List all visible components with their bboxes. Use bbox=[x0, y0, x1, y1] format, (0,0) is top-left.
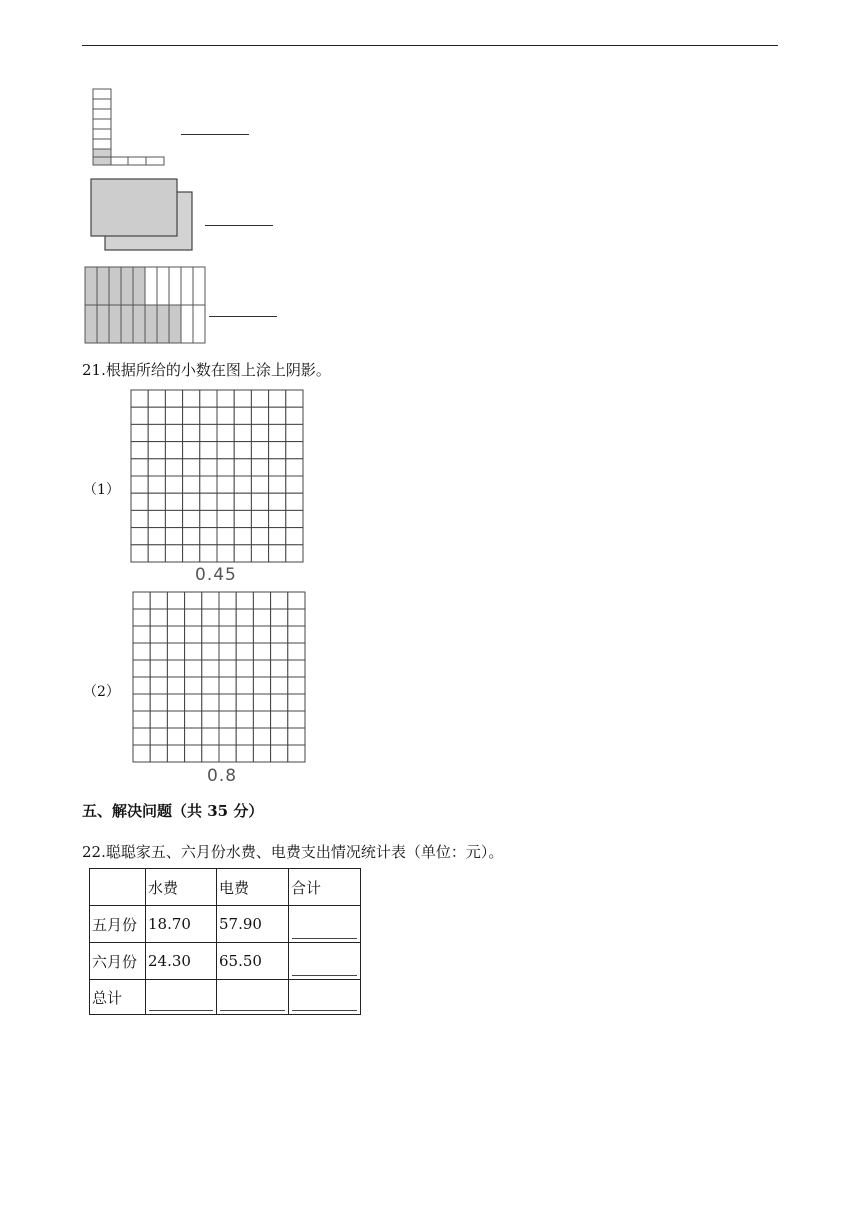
grid-cell[interactable] bbox=[185, 711, 202, 728]
overlapping-squares-svg bbox=[89, 177, 195, 253]
grid-cell[interactable] bbox=[202, 660, 219, 677]
table-answer-cell[interactable] bbox=[217, 980, 289, 1015]
grid-cell[interactable] bbox=[200, 407, 217, 424]
grid-cell[interactable] bbox=[288, 643, 305, 660]
grid-cell[interactable] bbox=[236, 609, 253, 626]
answer-blank[interactable] bbox=[292, 1010, 357, 1011]
grid-cell[interactable] bbox=[183, 424, 200, 441]
grid-cell[interactable] bbox=[217, 493, 234, 510]
grid-cell[interactable] bbox=[167, 592, 184, 609]
strip-cell bbox=[193, 267, 205, 305]
grid-cell[interactable] bbox=[148, 510, 165, 527]
grid-1-caption: 0.45 bbox=[195, 565, 237, 585]
grid-cell[interactable] bbox=[234, 459, 251, 476]
grid-cell[interactable] bbox=[133, 711, 150, 728]
grid-cell[interactable] bbox=[183, 528, 200, 545]
grid-cell[interactable] bbox=[165, 528, 182, 545]
table-cell: 总计 bbox=[90, 980, 146, 1015]
grid-cell[interactable] bbox=[185, 626, 202, 643]
grid-cell[interactable] bbox=[271, 694, 288, 711]
grid-cell[interactable] bbox=[131, 528, 148, 545]
grid-cell[interactable] bbox=[133, 728, 150, 745]
grid-cell[interactable] bbox=[219, 660, 236, 677]
grid-cell[interactable] bbox=[253, 728, 270, 745]
grid-cell[interactable] bbox=[202, 745, 219, 762]
grid-cell[interactable] bbox=[148, 407, 165, 424]
grid-cell[interactable] bbox=[150, 728, 167, 745]
grid-cell[interactable] bbox=[253, 745, 270, 762]
grid-cell[interactable] bbox=[251, 476, 268, 493]
grid-cell[interactable] bbox=[251, 545, 268, 562]
grid-cell[interactable] bbox=[269, 493, 286, 510]
grid-cell[interactable] bbox=[217, 528, 234, 545]
table-row bbox=[90, 906, 361, 943]
strip-cell bbox=[169, 305, 181, 343]
table-header-cell: 水费 bbox=[146, 869, 217, 906]
grid-cell[interactable] bbox=[150, 592, 167, 609]
grid-cell[interactable] bbox=[217, 510, 234, 527]
grid-cell[interactable] bbox=[286, 424, 303, 441]
grid-cell[interactable] bbox=[150, 660, 167, 677]
hundred-grid-1[interactable] bbox=[130, 389, 304, 563]
grid-cell[interactable] bbox=[165, 510, 182, 527]
grid-cell[interactable] bbox=[236, 677, 253, 694]
grid-cell[interactable] bbox=[219, 694, 236, 711]
grid-cell[interactable] bbox=[236, 643, 253, 660]
strip-cell bbox=[145, 305, 157, 343]
strip-cell bbox=[181, 305, 193, 343]
grid-cell[interactable] bbox=[219, 745, 236, 762]
grid-cell[interactable] bbox=[288, 745, 305, 762]
grid-cell[interactable] bbox=[150, 745, 167, 762]
grid-cell[interactable] bbox=[253, 626, 270, 643]
grid-cell[interactable] bbox=[253, 694, 270, 711]
grid-cell[interactable] bbox=[286, 476, 303, 493]
grid-cell[interactable] bbox=[251, 510, 268, 527]
grid-cell[interactable] bbox=[183, 476, 200, 493]
table-row bbox=[90, 980, 361, 1015]
table-cell: 六月份 bbox=[90, 943, 146, 980]
grid-cell[interactable] bbox=[131, 493, 148, 510]
grid-cell[interactable] bbox=[234, 476, 251, 493]
grid-cell[interactable] bbox=[150, 711, 167, 728]
grid-cell[interactable] bbox=[236, 711, 253, 728]
grid-cell[interactable] bbox=[251, 493, 268, 510]
grid-cell[interactable] bbox=[286, 510, 303, 527]
grid-cell[interactable] bbox=[253, 677, 270, 694]
grid-cell[interactable] bbox=[251, 442, 268, 459]
grid-cell[interactable] bbox=[251, 407, 268, 424]
grid-cell[interactable] bbox=[288, 660, 305, 677]
grid-cell[interactable] bbox=[200, 442, 217, 459]
grid-cell[interactable] bbox=[165, 493, 182, 510]
grid-cell[interactable] bbox=[165, 390, 182, 407]
grid-cell[interactable] bbox=[236, 745, 253, 762]
grid-cell[interactable] bbox=[131, 424, 148, 441]
grid-cell[interactable] bbox=[202, 609, 219, 626]
two-strips-svg bbox=[84, 266, 210, 346]
grid-cell[interactable] bbox=[288, 694, 305, 711]
grid-cell[interactable] bbox=[131, 459, 148, 476]
grid-cell[interactable] bbox=[200, 545, 217, 562]
grid-cell[interactable] bbox=[165, 442, 182, 459]
grid-1-label: （1） bbox=[83, 482, 120, 498]
grid-cell[interactable] bbox=[253, 592, 270, 609]
grid-cell[interactable] bbox=[150, 626, 167, 643]
grid-cell[interactable] bbox=[200, 424, 217, 441]
table-header-cell: 合计 bbox=[289, 869, 361, 906]
hundred-grid-2[interactable] bbox=[132, 591, 306, 763]
table-answer-cell[interactable] bbox=[146, 980, 217, 1015]
strip-cell bbox=[109, 267, 121, 305]
grid-cell[interactable] bbox=[269, 476, 286, 493]
grid-cell[interactable] bbox=[217, 442, 234, 459]
strip-cell bbox=[85, 267, 97, 305]
grid-cell[interactable] bbox=[148, 459, 165, 476]
grid-2-caption: 0.8 bbox=[207, 766, 238, 786]
grid-cell[interactable] bbox=[288, 728, 305, 745]
grid-cell[interactable] bbox=[269, 545, 286, 562]
grid-cell[interactable] bbox=[271, 660, 288, 677]
grid-cell[interactable] bbox=[150, 694, 167, 711]
grid-cell[interactable] bbox=[269, 424, 286, 441]
grid-cell[interactable] bbox=[133, 745, 150, 762]
strip-cell bbox=[121, 267, 133, 305]
strip-cell bbox=[97, 305, 109, 343]
grid-cell[interactable] bbox=[200, 510, 217, 527]
grid-cell[interactable] bbox=[183, 407, 200, 424]
grid-cell[interactable] bbox=[133, 592, 150, 609]
grid-cell[interactable] bbox=[219, 677, 236, 694]
grid-cell[interactable] bbox=[219, 592, 236, 609]
grid-cell[interactable] bbox=[217, 476, 234, 493]
grid-cell[interactable] bbox=[271, 745, 288, 762]
l-shape-figure bbox=[90, 88, 170, 168]
strip-cell bbox=[145, 267, 157, 305]
grid-cell[interactable] bbox=[183, 545, 200, 562]
grid-cell[interactable] bbox=[165, 424, 182, 441]
grid-cell[interactable] bbox=[200, 476, 217, 493]
grid-cell[interactable] bbox=[219, 643, 236, 660]
grid-cell[interactable] bbox=[167, 745, 184, 762]
table-cell: 57.90 bbox=[217, 906, 289, 943]
grid-cell[interactable] bbox=[185, 728, 202, 745]
grid-cell[interactable] bbox=[202, 694, 219, 711]
l-shape-svg bbox=[90, 88, 170, 168]
grid-cell[interactable] bbox=[236, 592, 253, 609]
grid-cell[interactable] bbox=[269, 528, 286, 545]
question-21-prompt: 21.根据所给的小数在图上涂上阴影。 bbox=[82, 361, 331, 379]
grid-cell[interactable] bbox=[148, 442, 165, 459]
grid-cell[interactable] bbox=[271, 728, 288, 745]
grid-cell[interactable] bbox=[131, 407, 148, 424]
grid-cell[interactable] bbox=[286, 390, 303, 407]
grid-cell[interactable] bbox=[148, 476, 165, 493]
grid-cell[interactable] bbox=[217, 459, 234, 476]
grid-cell[interactable] bbox=[183, 493, 200, 510]
answer-blank[interactable] bbox=[149, 1010, 213, 1011]
grid-cell[interactable] bbox=[234, 407, 251, 424]
grid-cell[interactable] bbox=[133, 609, 150, 626]
strip-cell bbox=[157, 305, 169, 343]
grid-cell[interactable] bbox=[202, 592, 219, 609]
grid-cell[interactable] bbox=[148, 424, 165, 441]
grid-cell[interactable] bbox=[236, 626, 253, 643]
hundred-grid-2-svg bbox=[132, 591, 306, 763]
answer-blank[interactable] bbox=[292, 975, 357, 976]
grid-cell[interactable] bbox=[253, 711, 270, 728]
table-cell: 24.30 bbox=[146, 943, 217, 980]
grid-cell[interactable] bbox=[219, 609, 236, 626]
grid-cell[interactable] bbox=[131, 510, 148, 527]
grid-cell[interactable] bbox=[286, 459, 303, 476]
grid-cell[interactable] bbox=[131, 545, 148, 562]
grid-cell[interactable] bbox=[253, 643, 270, 660]
grid-cell[interactable] bbox=[269, 442, 286, 459]
grid-cell[interactable] bbox=[271, 677, 288, 694]
grid-cell[interactable] bbox=[133, 660, 150, 677]
grid-cell[interactable] bbox=[251, 390, 268, 407]
grid-cell[interactable] bbox=[286, 493, 303, 510]
grid-cell[interactable] bbox=[236, 660, 253, 677]
grid-2-label: （2） bbox=[83, 684, 120, 700]
strip-cell bbox=[133, 305, 145, 343]
grid-cell[interactable] bbox=[148, 545, 165, 562]
table-cell: 18.70 bbox=[146, 906, 217, 943]
grid-cell[interactable] bbox=[217, 545, 234, 562]
answer-blank[interactable] bbox=[220, 1010, 285, 1011]
grid-cell[interactable] bbox=[219, 728, 236, 745]
table-answer-cell[interactable] bbox=[289, 943, 361, 980]
grid-cell[interactable] bbox=[165, 407, 182, 424]
expense-stats-table bbox=[89, 868, 361, 1015]
grid-cell[interactable] bbox=[288, 626, 305, 643]
grid-cell[interactable] bbox=[150, 643, 167, 660]
strip-cell bbox=[109, 305, 121, 343]
grid-cell[interactable] bbox=[217, 407, 234, 424]
grid-cell[interactable] bbox=[269, 510, 286, 527]
grid-cell[interactable] bbox=[165, 476, 182, 493]
section-5-title: 五、解决问题（共 35 分） bbox=[82, 802, 264, 820]
grid-cell[interactable] bbox=[183, 390, 200, 407]
strip-cell bbox=[157, 267, 169, 305]
grid-cell[interactable] bbox=[251, 528, 268, 545]
grid-cell[interactable] bbox=[234, 442, 251, 459]
grid-cell[interactable] bbox=[131, 390, 148, 407]
grid-cell[interactable] bbox=[183, 510, 200, 527]
table-header-cell bbox=[90, 869, 146, 906]
grid-cell[interactable] bbox=[217, 424, 234, 441]
grid-cell[interactable] bbox=[234, 510, 251, 527]
grid-cell[interactable] bbox=[286, 545, 303, 562]
header-rule bbox=[82, 45, 778, 46]
grid-cell[interactable] bbox=[202, 728, 219, 745]
grid-cell[interactable] bbox=[185, 677, 202, 694]
table-row bbox=[90, 943, 361, 980]
grid-cell[interactable] bbox=[150, 609, 167, 626]
grid-cell[interactable] bbox=[185, 745, 202, 762]
table-cell: 五月份 bbox=[90, 906, 146, 943]
answer-blank-3[interactable] bbox=[209, 316, 277, 317]
grid-cell[interactable] bbox=[288, 609, 305, 626]
grid-cell[interactable] bbox=[236, 728, 253, 745]
strip-cell bbox=[97, 267, 109, 305]
strip-cell bbox=[169, 267, 181, 305]
grid-cell[interactable] bbox=[269, 459, 286, 476]
grid-cell[interactable] bbox=[251, 459, 268, 476]
strip-cell bbox=[181, 267, 193, 305]
grid-cell[interactable] bbox=[217, 390, 234, 407]
strip-cell bbox=[193, 305, 205, 343]
grid-cell[interactable] bbox=[251, 424, 268, 441]
grid-cell[interactable] bbox=[271, 711, 288, 728]
question-22-prompt: 22.聪聪家五、六月份水费、电费支出情况统计表（单位：元）。 bbox=[82, 843, 504, 861]
grid-cell[interactable] bbox=[288, 592, 305, 609]
grid-cell[interactable] bbox=[253, 660, 270, 677]
grid-cell[interactable] bbox=[286, 407, 303, 424]
grid-cell[interactable] bbox=[150, 677, 167, 694]
grid-cell[interactable] bbox=[167, 643, 184, 660]
grid-cell[interactable] bbox=[202, 711, 219, 728]
grid-cell[interactable] bbox=[253, 609, 270, 626]
overlapping-squares-figure bbox=[89, 177, 195, 253]
grid-cell[interactable] bbox=[269, 390, 286, 407]
grid-cell[interactable] bbox=[131, 442, 148, 459]
grid-cell[interactable] bbox=[167, 626, 184, 643]
grid-cell[interactable] bbox=[185, 694, 202, 711]
strip-cell bbox=[121, 305, 133, 343]
grid-cell[interactable] bbox=[185, 643, 202, 660]
grid-cell[interactable] bbox=[185, 592, 202, 609]
grid-cell[interactable] bbox=[133, 694, 150, 711]
grid-cell[interactable] bbox=[148, 528, 165, 545]
grid-cell[interactable] bbox=[148, 493, 165, 510]
strip-cell bbox=[133, 267, 145, 305]
grid-cell[interactable] bbox=[202, 643, 219, 660]
table-header-cell: 电费 bbox=[217, 869, 289, 906]
table-answer-cell[interactable] bbox=[289, 906, 361, 943]
grid-cell[interactable] bbox=[271, 626, 288, 643]
grid-cell[interactable] bbox=[234, 493, 251, 510]
grid-cell[interactable] bbox=[183, 459, 200, 476]
grid-cell[interactable] bbox=[167, 677, 184, 694]
grid-cell[interactable] bbox=[133, 643, 150, 660]
answer-blank-1[interactable] bbox=[181, 134, 249, 135]
grid-cell[interactable] bbox=[288, 677, 305, 694]
grid-cell[interactable] bbox=[200, 528, 217, 545]
grid-cell[interactable] bbox=[234, 545, 251, 562]
grid-cell[interactable] bbox=[185, 660, 202, 677]
grid-cell[interactable] bbox=[234, 528, 251, 545]
table-cell: 65.50 bbox=[217, 943, 289, 980]
grid-cell[interactable] bbox=[288, 711, 305, 728]
grid-cell[interactable] bbox=[165, 545, 182, 562]
grid-cell[interactable] bbox=[200, 390, 217, 407]
grid-cell[interactable] bbox=[167, 609, 184, 626]
grid-cell[interactable] bbox=[167, 728, 184, 745]
grid-cell[interactable] bbox=[202, 677, 219, 694]
grid-cell[interactable] bbox=[286, 442, 303, 459]
hundred-grid-1-svg bbox=[130, 389, 304, 563]
table-answer-cell[interactable] bbox=[289, 980, 361, 1015]
grid-cell[interactable] bbox=[234, 390, 251, 407]
grid-cell[interactable] bbox=[219, 626, 236, 643]
two-strips-figure bbox=[84, 266, 210, 346]
grid-cell[interactable] bbox=[200, 459, 217, 476]
grid-cell[interactable] bbox=[185, 609, 202, 626]
grid-cell[interactable] bbox=[286, 528, 303, 545]
grid-cell[interactable] bbox=[165, 459, 182, 476]
grid-cell[interactable] bbox=[234, 424, 251, 441]
grid-cell[interactable] bbox=[131, 476, 148, 493]
grid-cell[interactable] bbox=[167, 711, 184, 728]
answer-blank[interactable] bbox=[292, 938, 357, 939]
grid-cell[interactable] bbox=[133, 677, 150, 694]
strip-cell bbox=[85, 305, 97, 343]
grid-cell[interactable] bbox=[269, 407, 286, 424]
grid-cell[interactable] bbox=[183, 442, 200, 459]
grid-cell[interactable] bbox=[271, 643, 288, 660]
answer-blank-2[interactable] bbox=[205, 225, 273, 226]
grid-cell[interactable] bbox=[236, 694, 253, 711]
table-header-row bbox=[90, 869, 361, 906]
grid-cell[interactable] bbox=[167, 694, 184, 711]
grid-cell[interactable] bbox=[148, 390, 165, 407]
grid-cell[interactable] bbox=[271, 592, 288, 609]
grid-cell[interactable] bbox=[133, 626, 150, 643]
grid-cell[interactable] bbox=[219, 711, 236, 728]
grid-cell[interactable] bbox=[200, 493, 217, 510]
grid-cell[interactable] bbox=[271, 609, 288, 626]
grid-cell[interactable] bbox=[202, 626, 219, 643]
grid-cell[interactable] bbox=[167, 660, 184, 677]
